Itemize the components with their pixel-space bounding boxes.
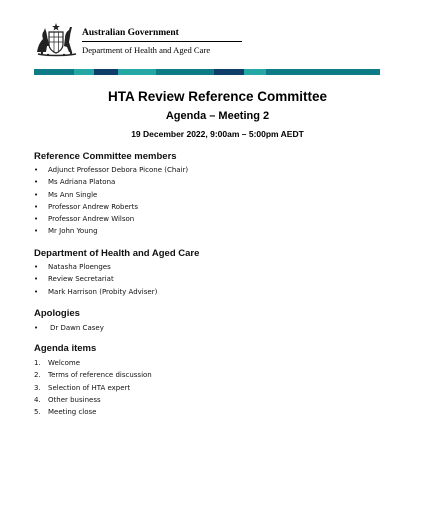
bullet-icon: •: [34, 324, 39, 332]
bullet-icon: •: [34, 190, 39, 199]
bullet-icon: •: [34, 263, 39, 271]
document-page: Australian Government Department of Health and Aged Care HTA Review Reference Committee Agenda – Meeting 2 19 December 2022, 9:00am – 5:00pm AEDT Reference Committee members • Adjunct Professor Debora Picone (Chair) • Ms Adriana Platona • Ms Ann Single • Professor Andrew Roberts • Professor Andrew Wilson • Mr John Young Department of Health and Aged Care • Natasha Ploenges • Review Secretariat • Mark Harrison (Probity Adviser) Apologies • Dr Dawn Casey Agenda items 1. Welcome 2. Terms of reference discussion 3. Selection of HTA expert 4. Other business 5. Meeting close: [0, 0, 435, 518]
bullet-icon: •: [34, 227, 39, 236]
bullet-icon: •: [34, 287, 39, 296]
meeting-date: 19 December 2022, 9:00am – 5:00pm AEDT: [131, 129, 304, 139]
stripe-segment: [118, 69, 156, 75]
agenda-heading: Agenda items: [34, 343, 97, 354]
stripe-segment: [94, 69, 118, 75]
stripe-segment: [214, 69, 244, 75]
bullet-icon: •: [34, 275, 39, 284]
department-heading: Department of Health and Aged Care: [34, 248, 200, 259]
logo-divider: [82, 41, 242, 42]
apologies-heading: Apologies: [34, 308, 80, 319]
bullet-icon: •: [34, 202, 39, 211]
header-color-stripe: [34, 69, 380, 75]
government-name: Australian Government: [82, 28, 179, 38]
coat-of-arms-icon: [34, 22, 78, 58]
document-title: HTA Review Reference Committee: [107, 89, 328, 104]
stripe-segment: [266, 69, 380, 75]
stripe-segment: [156, 69, 214, 75]
bullet-icon: •: [34, 215, 39, 224]
members-heading: Reference Committee members: [34, 151, 177, 162]
bullet-icon: •: [34, 178, 39, 187]
bullet-icon: •: [34, 166, 39, 174]
stripe-segment: [244, 69, 266, 75]
stripe-segment: [74, 69, 94, 75]
department-name: Department of Health and Aged Care: [82, 45, 211, 55]
government-logo: [34, 22, 224, 62]
stripe-segment: [56, 69, 74, 75]
stripe-segment: [34, 69, 56, 75]
document-subtitle: Agenda – Meeting 2: [165, 110, 270, 122]
